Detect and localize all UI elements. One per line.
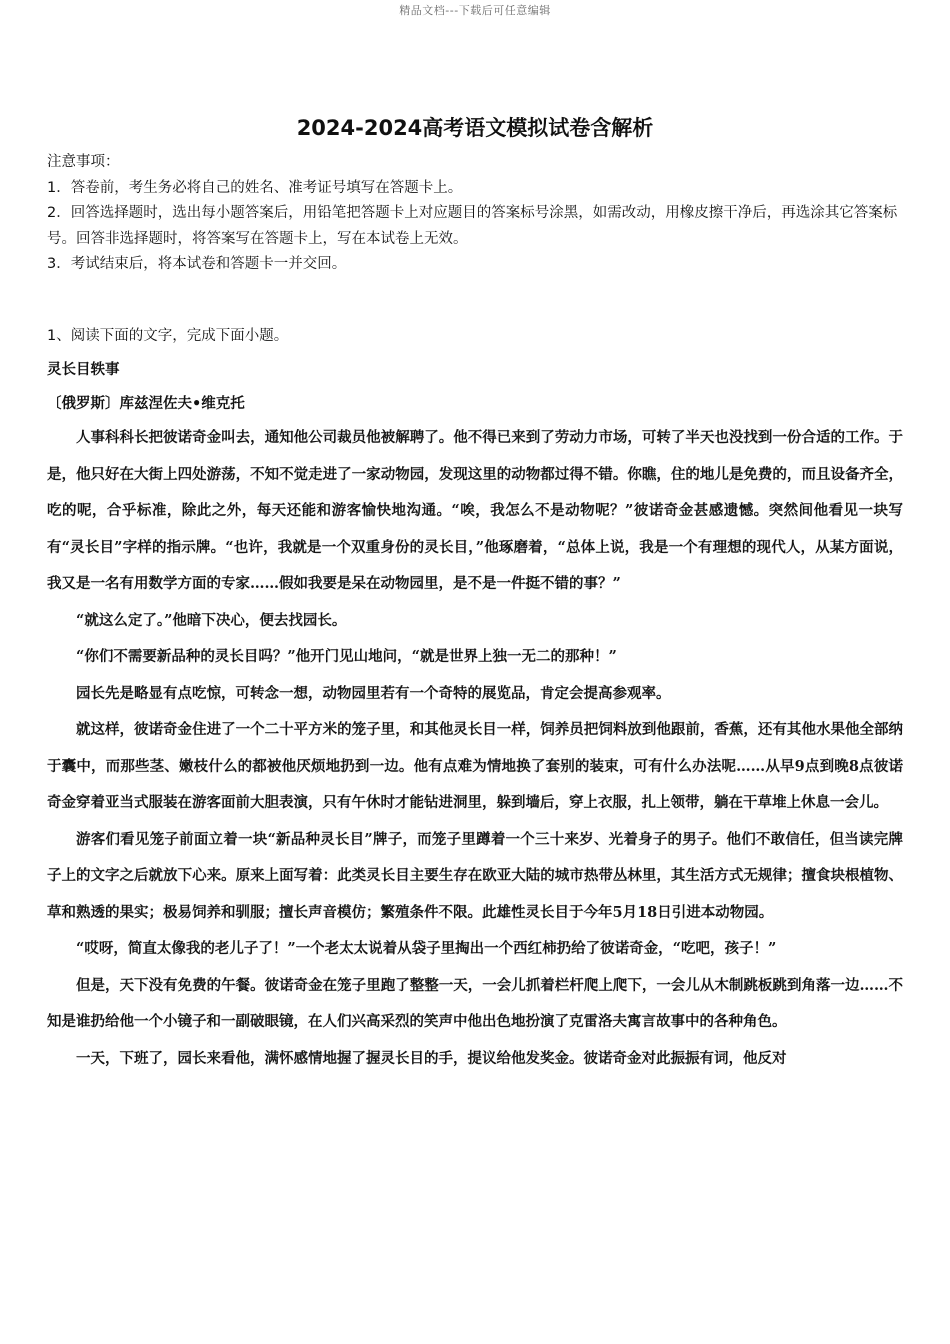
story-paragraph: “哎呀，简直太像我的老儿子了！”一个老太太说着从袋子里掏出一个西红柿扔给了彼诺奇金，“吃吧，孩子！”	[76, 940, 777, 957]
story-paragraph: “你们不需要新品种的灵长目吗？”他开门见山地问，“就是世界上独一无二的那种！”	[76, 648, 617, 665]
question-prompt: 1、阅读下面的文字，完成下面小题。	[47, 328, 289, 344]
story-paragraph: “就这么定了。”他暗下决心，便去找园长。	[76, 611, 347, 629]
notice-section	[47, 150, 903, 278]
notice-item: 1．答卷前，考生务必将自己的姓名、准考证号填写在答题卡上。	[47, 179, 463, 196]
story-body	[47, 420, 903, 1077]
notice-item: 3．考试结束后，将本试卷和答题卡一并交回。	[47, 256, 347, 272]
story-paragraph: 就这样，彼诺奇金住进了一个二十平方米的笼子里，和其他灵长目一样，饲养员把饲料放到他跟前，香蕉，还有其他水果他全部纳于囊中，而那些茎、嫩枝什么的都被他厌烦地扔到一边。他有点难为情地换了套别的装束，可有什么办法呢……从早9点到晚8点彼诺奇金穿着亚当式服装在游客面前大胆表演，只有午休时才能钻进洞里，躲到墙后，穿上衣服，扎上领带，躺在干草堆上休息一会儿。	[47, 721, 903, 811]
story-title: 灵长目轶事	[47, 361, 120, 378]
story-author: 〔俄罗斯〕库兹涅佐夫•维克托	[47, 395, 245, 412]
story-paragraph: 园长先是略显有点吃惊，可转念一想，动物园里若有一个奇特的展览品，肯定会提高参观率。	[76, 684, 671, 702]
notice-item: 2．回答选择题时，选出每小题答案后，用铅笔把答题卡上对应题目的答案标号涂黑，如需改动，用橡皮擦干净后，再选涂其它答案标号。回答非选择题时，将答案写在答题卡上，写在本试卷上无效。	[47, 205, 898, 247]
story-paragraph: 人事科科长把彼诺奇金叫去，通知他公司裁员他被解聘了。他不得已来到了劳动力市场，可转了半天也没找到一份合适的工作。于是，他只好在大街上四处游荡，不知不觉走进了一家动物园，发现这里的动物都过得不错。你瞧，住的地儿是免费的，而且设备齐全，吃的呢，合乎标准，除此之外，每天还能和游客愉快地沟通。“唉，我怎么不是动物呢？”彼诺奇金甚感遗憾。突然间他看见一块写有“灵长目”字样的指示牌。“也许，我就是一个双重身份的灵长目，”他琢磨着，“总体上说，我是一个有理想的现代人，从某方面说，我又是一名有用数学方面的专家……假如我要是呆在动物园里，是不是一件挺不错的事？”	[47, 429, 903, 592]
story-paragraph: 但是，天下没有免费的午餐。彼诺奇金在笼子里跑了整整一天，一会儿抓着栏杆爬上爬下，一会儿从木制跳板跳到角落一边……不知是谁扔给他一个小镜子和一副破眼镜，在人们兴高采烈的笑声中他出色地扮演了克雷洛夫寓言故事中的各种角色。	[47, 976, 903, 1030]
page-header-watermark: 精品文档---下载后可任意编辑	[399, 4, 551, 17]
notice-heading: 注意事项：	[47, 154, 120, 170]
story-paragraph: 一天，下班了，园长来看他，满怀感情地握了握灵长目的手，提议给他发奖金。彼诺奇金对此振振有词，他反对	[76, 1049, 787, 1067]
document-title: 2024-2024高考语文模拟试卷含解析	[296, 116, 654, 140]
story-paragraph: 游客们看见笼子前面立着一块“新品种灵长目”牌子，而笼子里蹲着一个三十来岁、光着身子的男子。他们不敢信任，但当读完牌子上的文字之后就放下心来。原来上面写着：此类灵长目主要生存在欧亚大陆的城市热带丛林里，其生活方式无规律；擅食块根植物、草和熟透的果实；极易饲养和驯服；擅长声音模仿；繁殖条件不限。此雄性灵长目于今年5月18日引进本动物园。	[47, 830, 903, 921]
